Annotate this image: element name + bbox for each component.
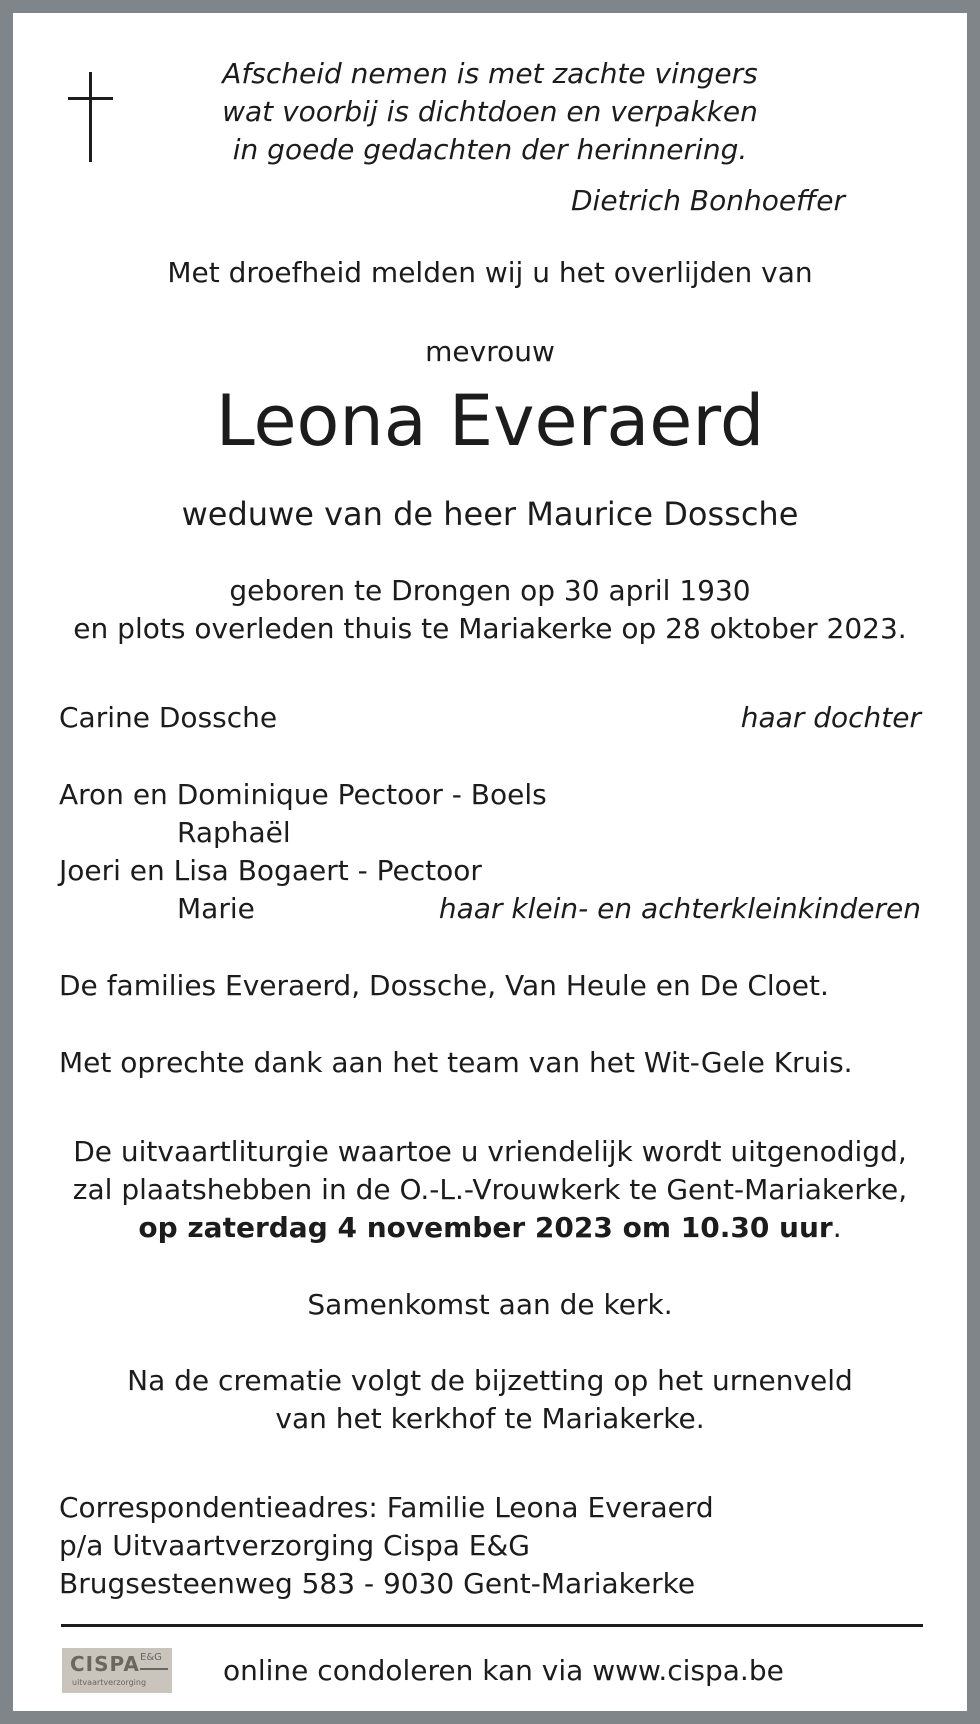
- correspondence-line-3: Brugsesteenweg 583 - 9030 Gent-Mariakerke: [59, 1567, 696, 1600]
- grandchild-line-4: Marie: [177, 892, 255, 925]
- quote-author: Dietrich Bonhoeffer: [570, 184, 845, 217]
- gathering-line: Samenkomst aan de kerk.: [307, 1288, 673, 1321]
- correspondence-line-1: Correspondentieadres: Familie Leona Everaerd: [59, 1491, 714, 1524]
- quote-line-2: wat voorbij is dichtdoen en verpakken: [222, 95, 758, 128]
- cispa-logo: [62, 1648, 172, 1693]
- funeral-date-line: [0, 1209, 980, 1247]
- logo-sub-text: uitvaartverzorging: [72, 1678, 147, 1687]
- grandchildren-relation: haar klein- en achterkleinkinderen: [438, 892, 921, 925]
- deceased-name: Leona Everaerd: [215, 380, 765, 462]
- correspondence-line-2: p/a Uitvaartverzorging Cispa E&G: [59, 1529, 530, 1562]
- online-condolence-text: online condoleren kan via www.cispa.be: [223, 1654, 784, 1687]
- grandchild-line-3: Joeri en Lisa Bogaert - Pectoor: [59, 854, 482, 887]
- logo-sup-text: E&G: [140, 1652, 162, 1663]
- funeral-line-1: De uitvaartliturgie waartoe u vriendelijk wordt uitgenodigd,: [73, 1135, 907, 1168]
- spouse-line: weduwe van de heer Maurice Dossche: [181, 495, 799, 533]
- grandchild-line-1: Aron en Dominique Pectoor - Boels: [59, 778, 547, 811]
- death-line: en plots overleden thuis te Mariakerke op 28 oktober 2023.: [73, 612, 907, 645]
- cremation-line-2: van het kerkhof te Mariakerke.: [275, 1402, 705, 1435]
- daughter-name: Carine Dossche: [59, 701, 278, 734]
- thanks-line: Met oprechte dank aan het team van het Wit-Gele Kruis.: [59, 1046, 853, 1079]
- funeral-date: op zaterdag 4 november 2023 om 10.30 uur: [138, 1211, 833, 1244]
- cremation-line-1: Na de crematie volgt de bijzetting op het urnenveld: [127, 1364, 853, 1397]
- quote-line-1: Afscheid nemen is met zachte vingers: [222, 57, 758, 90]
- grandchild-line-2: Raphaël: [177, 816, 291, 849]
- logo-main-text: CISPA: [70, 1652, 140, 1676]
- quote-line-3: in goede gedachten der herinnering.: [232, 133, 748, 166]
- title-text: mevrouw: [425, 335, 555, 368]
- logo-line: [140, 1668, 168, 1670]
- footer-divider: [61, 1624, 923, 1627]
- funeral-line-2: zal plaatshebben in de O.-L.-Vrouwkerk te Gent-Mariakerke,: [72, 1173, 908, 1206]
- daughter-relation: haar dochter: [740, 701, 921, 734]
- birth-line: geboren te Drongen op 30 april 1930: [229, 574, 751, 607]
- funeral-date-suffix: .: [832, 1211, 842, 1244]
- families-line: De families Everaerd, Dossche, Van Heule en De Cloet.: [59, 969, 829, 1002]
- announcement-text: Met droefheid melden wij u het overlijden van: [167, 256, 813, 289]
